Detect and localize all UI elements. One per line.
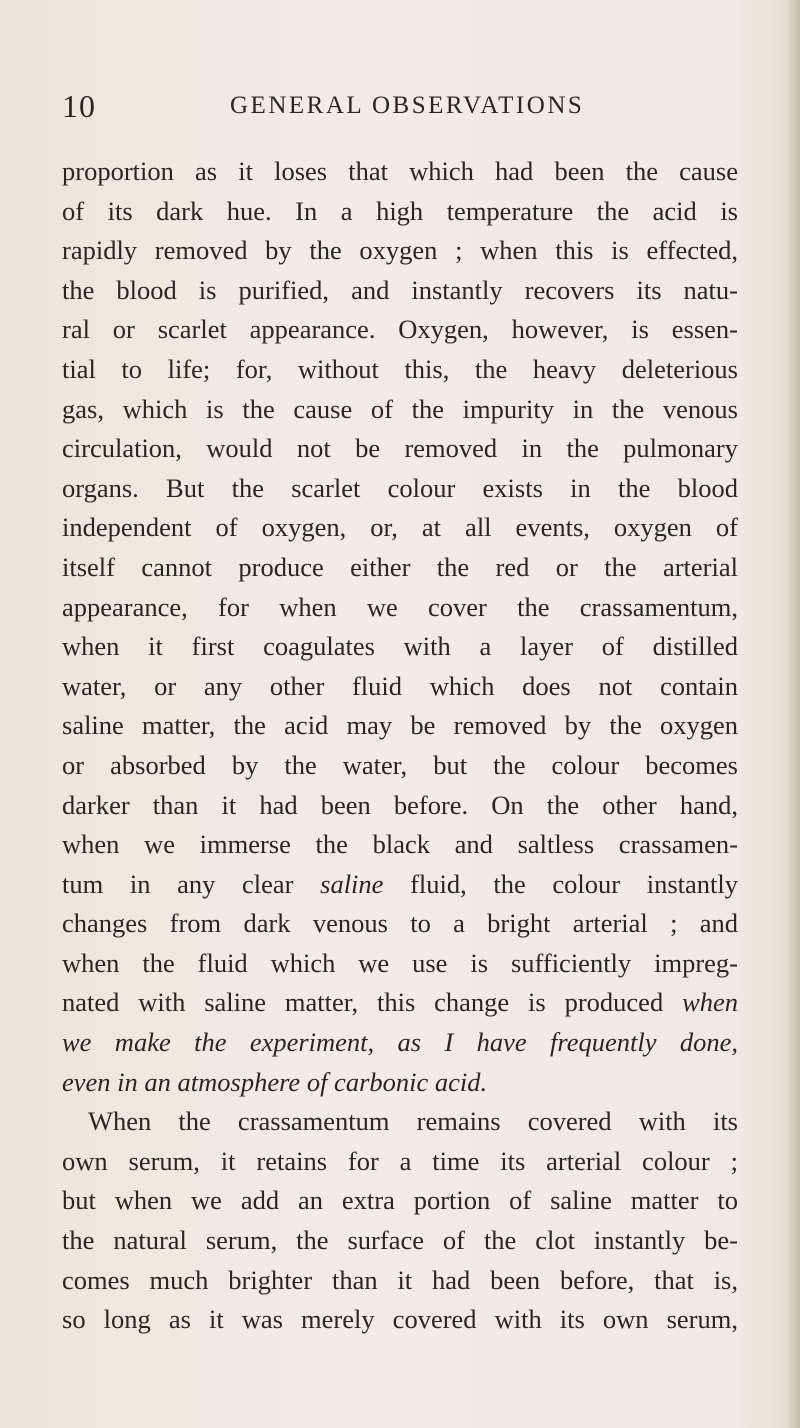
text-line: ral or scarlet appearance. Oxygen, however, is essen- (62, 314, 738, 345)
paragraph-start-line: When the crassamentum remains covered with its (88, 1106, 738, 1137)
text-line: of its dark hue. In a high temperature the acid is (62, 195, 738, 226)
page-number: 10 (62, 88, 96, 124)
italic-run: even in an atmosphere of carbonic acid. (62, 1066, 488, 1097)
text-line-mixed (62, 983, 738, 1023)
text-line: gas, which is the cause of the impurity in the venous (62, 393, 738, 424)
text-line-italic (62, 1023, 738, 1063)
italic-run: when (682, 987, 739, 1018)
italic-run: we make the experiment, as I have frequently done, (62, 1027, 738, 1058)
text-line: appearance, for when we cover the crassamentum, (62, 591, 738, 622)
text-line: independent of oxygen, or, at all events, oxygen of (62, 512, 738, 543)
text-line-mixed (62, 865, 738, 905)
page-header (60, 88, 760, 132)
text-line: but when we add an extra portion of saline matter to (62, 1185, 738, 1216)
text-line: when the fluid which we use is sufficiently impreg- (62, 947, 738, 978)
text-run: nated with saline matter, this change is produced (62, 987, 664, 1018)
text-line: itself cannot produce either the red or the arterial (62, 551, 738, 582)
text-line: water, or any other fluid which does not contain (62, 670, 738, 701)
text-line: or absorbed by the water, but the colour becomes (62, 749, 738, 780)
body-text (62, 152, 738, 1340)
italic-run: saline (320, 868, 384, 899)
text-line: the blood is purified, and instantly recovers its natu- (62, 274, 738, 305)
text-line: circulation, would not be removed in the pulmonary (62, 433, 738, 464)
text-line: saline matter, the acid may be removed by the oxygen (62, 710, 738, 741)
page-edge-shadow (786, 0, 800, 1428)
text-line-italic (62, 1063, 738, 1103)
text-line: the natural serum, the surface of the clot instantly be- (62, 1225, 738, 1256)
text-line: so long as it was merely covered with its own serum, (62, 1304, 738, 1335)
text-line: rapidly removed by the oxygen ; when this is effected, (62, 235, 738, 266)
text-line: darker than it had been before. On the other hand, (62, 789, 738, 820)
text-line: proportion as it loses that which had been the cause (62, 156, 738, 186)
text-line: comes much brighter than it had been before, that is, (62, 1264, 738, 1295)
text-line: tial to life; for, without this, the heavy deleterious (62, 353, 738, 384)
text-line: when we immerse the black and saltless crassamen- (62, 829, 738, 860)
text-line: changes from dark venous to a bright arterial ; and (62, 908, 738, 939)
text-line: own serum, it retains for a time its arterial colour ; (62, 1145, 738, 1176)
text-line: when it first coagulates with a layer of distilled (62, 631, 738, 662)
text-run: tum in any clear (62, 868, 294, 899)
text-run: fluid, the colour instantly (410, 868, 739, 899)
running-head: GENERAL OBSERVATIONS (230, 92, 585, 119)
text-line: organs. But the scarlet colour exists in the blood (62, 472, 738, 503)
